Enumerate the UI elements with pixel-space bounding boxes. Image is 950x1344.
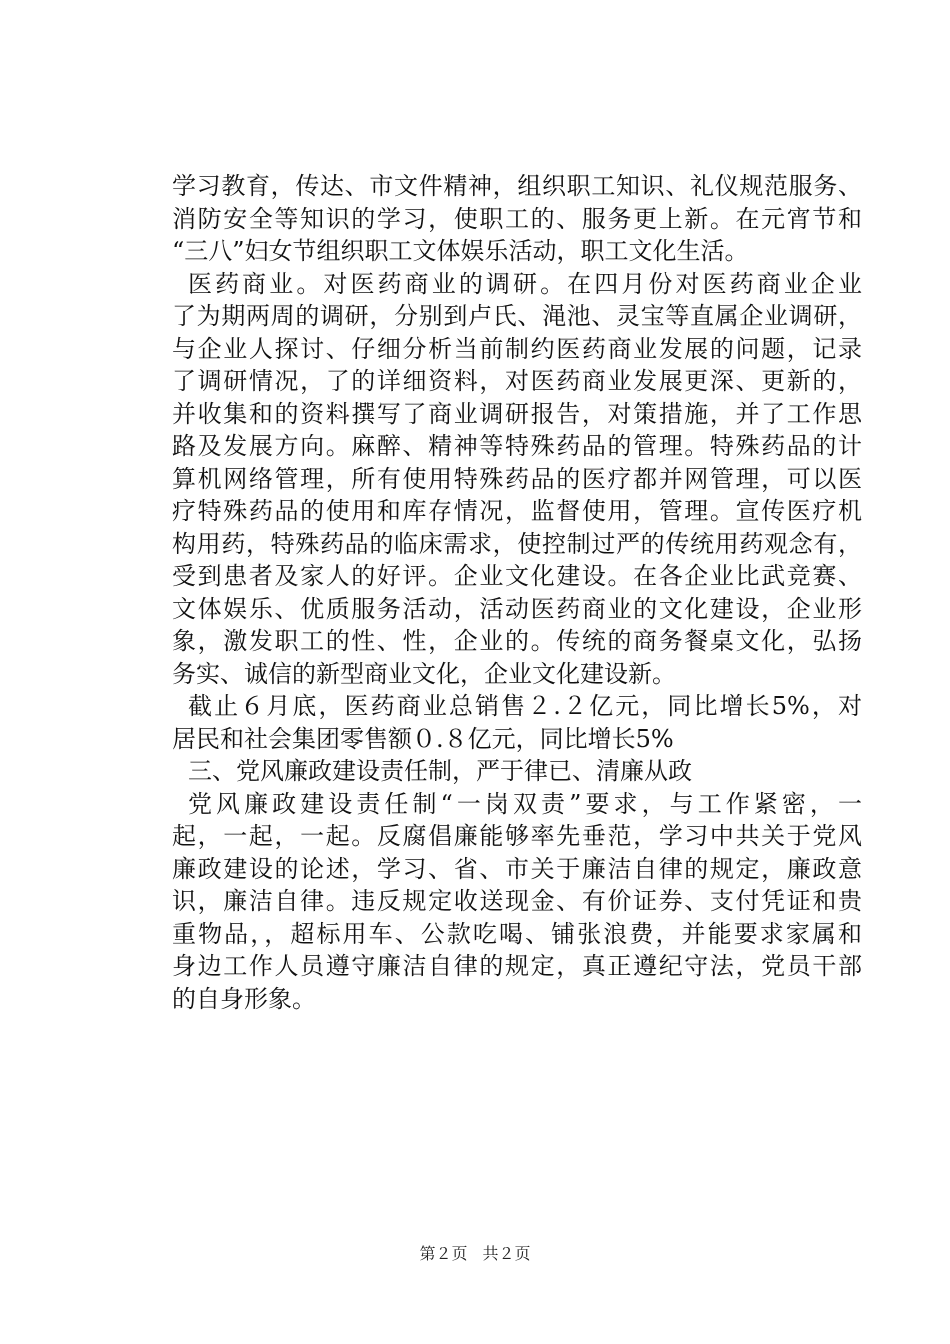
text-line: “三八”妇女节组织职工文体娱乐活动，职工文化生活。 bbox=[172, 237, 749, 265]
text-line: 路及发展方向。麻醉、精神等特殊药品的管理。特殊药品的计 bbox=[172, 432, 862, 460]
document-body bbox=[172, 170, 862, 1015]
text-line: 与企业人探讨、仔细分析当前制约医药商业发展的问题，记录 bbox=[172, 334, 862, 363]
text-line: 象，激发职工的性、性，企业的。传统的商务餐桌文化，弘扬 bbox=[172, 627, 862, 655]
text-line: 学习教育，传达、市文件精神，组织职工知识、礼仪规范服务、 bbox=[172, 172, 862, 200]
page-number: 第２页 bbox=[419, 1244, 468, 1263]
text-line: 身边工作人员遵守廉洁自律的规定，真正遵纪守法，党员干部 bbox=[172, 952, 862, 980]
text-line: 了为期两周的调研，分别到卢氏、渑池、灵宝等直属企业调研， bbox=[172, 302, 862, 330]
text-line: 消防安全等知识的学习，使职工的、服务更上新。在元宵节和 bbox=[172, 204, 862, 233]
text-line: 构用药，特殊药品的临床需求，使控制过严的传统用药观念有， bbox=[172, 529, 862, 558]
page-footer bbox=[0, 1244, 950, 1264]
text-line: 重物品，，超标用车、公款吃喝、铺张浪费，并能要求家属和 bbox=[172, 919, 862, 948]
text-line: 廉政建设的论述，学习、省、市关于廉洁自律的规定，廉政意 bbox=[172, 854, 862, 883]
text-line: 截止６月底，医药商业总销售２.２亿元，同比增长5%，对 bbox=[188, 692, 862, 720]
text-line: 务实、诚信的新型商业文化，企业文化建设新。 bbox=[172, 659, 676, 688]
text-line: 居民和社会集团零售额０.８亿元，同比增长5% bbox=[172, 724, 674, 753]
text-line: 识，廉洁自律。违反规定收送现金、有价证券、支付凭证和贵 bbox=[172, 887, 862, 915]
text-line: 文体娱乐、优质服务活动，活动医药商业的文化建设，企业形 bbox=[172, 594, 862, 623]
page-total: 共２页 bbox=[482, 1244, 531, 1263]
text-line: 并收集和的资料撰写了商业调研报告，对策措施，并了工作思 bbox=[172, 399, 862, 428]
text-line: 医药商业。对医药商业的调研。在四月份对医药商业企业 bbox=[188, 269, 862, 298]
text-line: 算机网络管理，所有使用特殊药品的医疗都并网管理，可以医 bbox=[172, 464, 862, 493]
text-line: 的自身形象。 bbox=[172, 984, 316, 1013]
text-line: 党风廉政建设责任制“一岗双责”要求，与工作紧密，一 bbox=[188, 789, 862, 818]
text-line: 起，一起，一起。反腐倡廉能够率先垂范，学习中共关于党风 bbox=[172, 822, 862, 850]
text-line: 三、党风廉政建设责任制，严于律已、清廉从政 bbox=[188, 757, 692, 785]
text-line: 疗特殊药品的使用和库存情况，监督使用，管理。宣传医疗机 bbox=[172, 497, 862, 525]
text-line: 了调研情况，了的详细资料，对医药商业发展更深、更新的， bbox=[172, 367, 862, 395]
text-line: 受到患者及家人的好评。企业文化建设。在各企业比武竞赛、 bbox=[172, 562, 862, 590]
